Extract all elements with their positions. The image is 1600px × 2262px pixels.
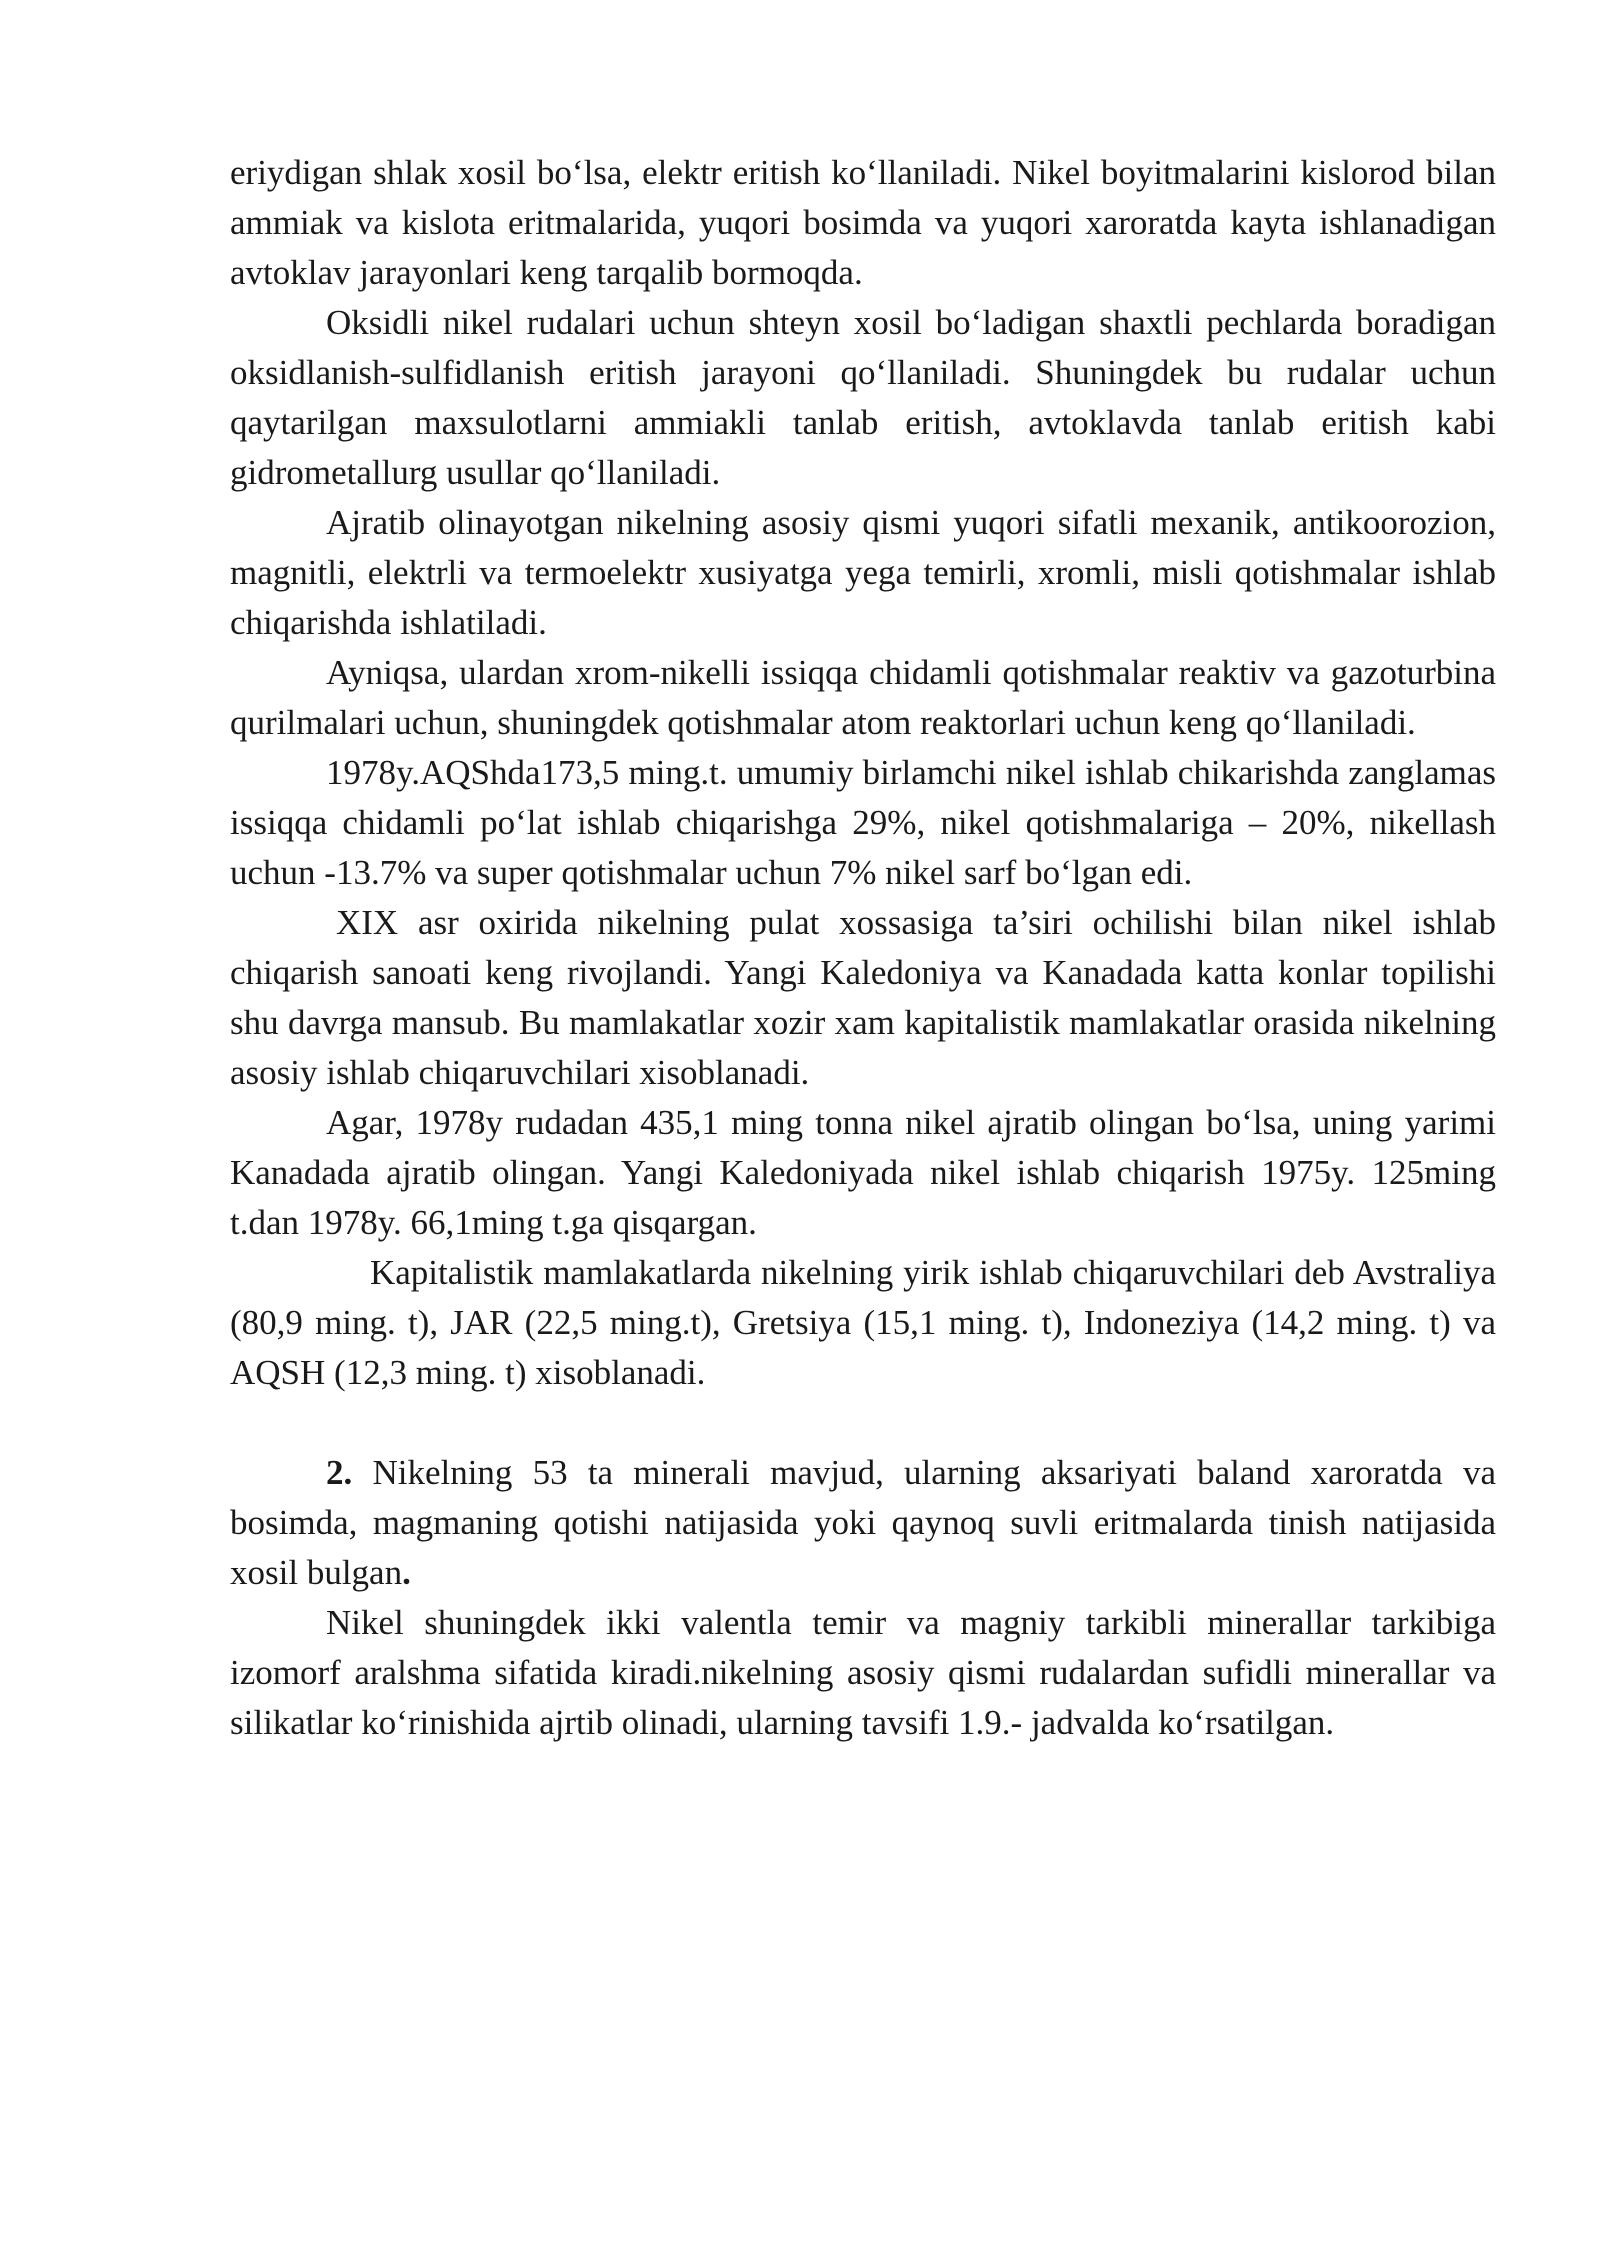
document-page [230,148,1496,1748]
section-2-paragraph [230,1448,1496,1598]
paragraph-xix-century: XIX asr oxirida nikelning pulat xossasiga ta’siri ochilishi bilan nikel ishlab chiqarish sanoati keng rivojlandi. Yangi Kaledoniya va Kanadada katta konlar topilishi shu davrga mansub. Bu mamlakatlar xozir xam kapitalistik mamlakatlar orasida nikelning asosiy ishlab chiqaruvchilari xisoblanadi. [230,903,1496,1092]
section-number: 2. [326,1453,353,1492]
paragraph-producers: Kapitalistik mamlakatlarda nikelning yirik ishlab chiqaruvchilari deb Avstraliya (80,9 ming. t), JAR (22,5 ming.t), Gretsiya (15,1 ming. t), Indoneziya (14,2 ming. t) va AQSH (12,3 ming. t) xisoblanadi. [230,1253,1496,1392]
paragraph-isomorphic-mixture: Nikel shuningdek ikki valentla temir va magniy tarkibli minerallar tarkibiga izomorf aralshma sifatida kiradi.nikelning asosiy qismi rudalardan sufidli minerallar va silikatlar ko‘rinishida ajrtib olinadi, ularning tavsifi 1.9.- jadvalda ko‘rsatilgan. [230,1603,1496,1742]
paragraph-1978-ore: Agar, 1978y rudadan 435,1 ming tonna nikel ajratib olingan bo‘lsa, uning yarimi Kanadada ajratib olingan. Yangi Kaledoniyada nikel ishlab chiqarish 1975y. 125ming t.dan 1978y. 66,1ming t.ga qisqargan. [230,1103,1496,1242]
section-2-text: Nikelning 53 ta minerali mavjud, ularning aksariyati baland xaroratda va bosimda, magmaning qotishi natijasida yoki qaynoq suvli eritmalarda tinish natijasida xosil bulgan [230,1453,1496,1592]
paragraph-nickel-usage: Ajratib olinayotgan nikelning asosiy qismi yuqori sifatli mexanik, antikoorozion, magnitli, elektrli va termoelektr xusiyatga yega temirli, xromli, misli qotishmalar ishlab chiqarishda ishlatiladi. [230,503,1496,642]
paragraph-oxide-ores: Oksidli nikel rudalari uchun shteyn xosil bo‘ladigan shaxtli pechlarda boradigan oksidlanish-sulfidlanish eritish jarayoni qo‘llaniladi. Shuningdek bu rudalar uchun qaytarilgan maxsulotlarni ammiakli tanlab eritish, avtoklavda tanlab eritish kabi gidrometallurg usullar qo‘llaniladi. [230,303,1496,492]
paragraph-continuation: eriydigan shlak xosil bo‘lsa, elektr eritish ko‘llaniladi. Nikel boyitmalarini kislorod bilan ammiak va kislota eritmalarida, yuqori bosimda va yuqori xaroratda kayta ishlanadigan avtoklav jarayonlari keng tarqalib bormoqda. [230,153,1496,292]
section-spacer [230,1398,1496,1448]
section-2-end-mark: . [402,1553,411,1592]
paragraph-alloys: Ayniqsa, ulardan xrom-nikelli issiqqa chidamli qotishmalar reaktiv va gazoturbina qurilmalari uchun, shuningdek qotishmalar atom reaktorlari uchun keng qo‘llaniladi. [230,653,1496,742]
paragraph-1978-usa: 1978y.AQShda173,5 ming.t. umumiy birlamchi nikel ishlab chikarishda zanglamas issiqqa chidamli po‘lat ishlab chiqarishga 29%, nikel qotishmalariga – 20%, nikellash uchun -13.7% va super qotishmalar uchun 7% nikel sarf bo‘lgan edi. [230,753,1496,892]
